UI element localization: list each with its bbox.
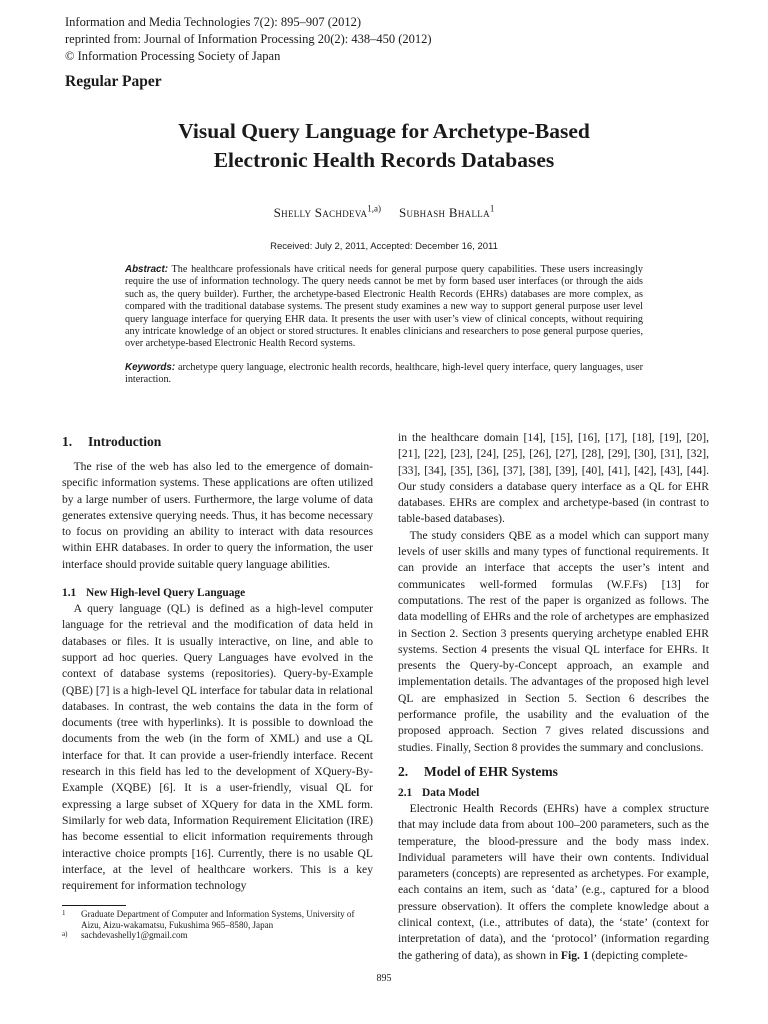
author-affiliation-mark: 1,a) xyxy=(367,204,382,214)
section-number: 2. xyxy=(398,763,409,779)
section-title: Model of EHR Systems xyxy=(424,763,558,779)
footnote-text: sachdevashelly1@gmail.com xyxy=(81,930,188,941)
subsection-heading-data-model xyxy=(398,785,709,801)
section-number: 1. xyxy=(62,434,73,449)
footnote-text: Graduate Department of Computer and Information Systems, University of Aizu, Aizu-wakamatsu, Fukushima 965–8580, Japan xyxy=(81,909,355,930)
paragraph-text: (depicting complete- xyxy=(591,948,688,962)
title-line-1: Visual Query Language for Archetype-Based xyxy=(178,119,590,143)
paragraph: in the healthcare domain [14], [15], [16], [17], [18], [19], [20], [21], [22], [23], [24], [25], [26], [27], [28], [29], [30], [31], [32], [33], [34], [35], [36], [37], [38], [39], [40], [41], [42], [43], [44]. Our study considers a database query interface as a QL for EHR databases. EHRs are complex and archetype-based (in contrast to table-based databases). xyxy=(398,431,709,526)
author-list xyxy=(60,204,708,221)
author-name: Subhash Bhalla xyxy=(399,205,490,221)
footnote-divider xyxy=(62,905,126,906)
section-heading-introduction xyxy=(62,433,373,451)
author-1 xyxy=(274,205,381,220)
keywords xyxy=(125,362,643,387)
subsection-title: New High-level Query Language xyxy=(86,587,246,600)
copyright-line: © Information Processing Society of Japan xyxy=(65,49,281,63)
paragraph xyxy=(398,801,709,964)
subsection-title: Data Model xyxy=(422,786,480,799)
author-affiliation-mark: 1 xyxy=(489,204,495,214)
author-2 xyxy=(399,205,494,220)
figure-reference: Fig. 1 xyxy=(560,948,589,962)
abstract xyxy=(125,264,643,351)
paragraph: The study considers QBE as a model which can support many levels of user skills and many types of functional requirements. It can provide an interface that accepts the user’s intent and communicates well-formed formulas (W.F.Fs) [13] for computations. The rest of the paper is organized as follows. The data modelling of EHRs and the role of archetypes are emphasized in Section 2. Section 3 presents querying archetype enabled EHR systems. Section 4 presents the visual QL interface for EHRs. It presents the Query-by-Concept approach, an example and implementation details. The advantages of the proposed high level QL are emphasized in Section 5. Section 6 describes the performance profile, the usability and the evaluation of the proposed approach. Section 7 gives related discussions and studies. Finally, Section 8 provides the summary and conclusions. xyxy=(398,528,709,754)
journal-citation: Information and Media Technologies 7(2): 895–907 (2012) xyxy=(65,15,362,29)
paper-title xyxy=(60,117,708,175)
subsection-number: 2.1 xyxy=(398,786,413,799)
footnote xyxy=(62,909,373,930)
keywords-text: archetype query language, electronic health records, healthcare, high-level query interface, query languages, user interaction. xyxy=(125,362,644,386)
paragraph: The rise of the web has also led to the emergence of domain-specific information systems. These applications are often utilized by a large number of users. Furthermore, the large volume of data generates extensive querying needs. Thus, it has become necessary to focus on providing an ability to interact with data resources within EHR databases. In order to query the information, the user interface should provide suitable query language abilities. xyxy=(62,460,373,571)
right-column xyxy=(398,430,709,964)
journal-header xyxy=(65,14,705,65)
page-number: 895 xyxy=(376,973,392,984)
section-heading-ehr-systems xyxy=(398,763,709,781)
footnote-mark: a) xyxy=(62,930,68,939)
received-dates: Received: July 2, 2011, Accepted: December 16, 2011 xyxy=(270,241,498,252)
footnote-mark: 1 xyxy=(62,909,66,917)
paragraph-text: Electronic Health Records (EHRs) have a complex structure that may include data from about 100–200 parameters, such as the temperature, the blood-pressure and the body mass index. Individual parameters will have their own contents. Individual parameters (concepts) are represented as archetypes. For example, each contains an item, such as ‘data’ (e.g., captured for a blood pressure observation). It offers the complete knowledge about a clinical context, (i.e., attributes of data), the ‘state’ (context for interpretation of data), and the ‘protocol’ (information regarding the gathering of data), as shown in xyxy=(398,801,709,962)
abstract-text: The healthcare professionals have critical needs for general purpose query capabilities. These users increasingly require the use of information technology. The query needs cannot be met by form based user interfaces (or through the aids such as, the query builder). Further, the archetype-based Electronic Health Records (EHRs) databases are more complex, as compared with the traditional database systems. The present study examines a new way to support general purpose user level query language interface for querying EHR data. It presents the user with user’s view of clinical concepts, without requiring any intricate knowledge of an object or stored structures. It enables clinicians and researchers to pose general purpose queries, over archetype-based Electronic Health Record systems. xyxy=(125,264,643,350)
title-line-2: Electronic Health Records Databases xyxy=(213,148,555,172)
footnote xyxy=(62,930,373,941)
subsection-heading-query-language xyxy=(62,585,373,601)
footnotes xyxy=(62,909,373,941)
paragraph: A query language (QL) is defined as a high-level computer language for the retrieval and the modification of data held in databases or files. It is usually interactive, on line, and able to support ad hoc queries. Query Languages have evolved in the context of database systems (repositories). Query-by-Example (QBE) [7] is a high-level QL interface for tabular data in relational databases. In contrast, the web contains the data in the form of documents (tree with hyperlinks). It is possible to download the documents from the web (in the form of XML) and use a QL interface for that. It can provide a user-friendly interface. Recent research in this field has led to the development of XQuery-By-Example (XQBE) [6]. It is a user-friendly, visual QL for expressing a large subset of XQuery for data in the XML form. Similarly for web data, Information Requirement Elicitation (IRE) has become essential to elicit information requirements through interactive choice prompts [16]. Currently, there is no usable QL interface, at the level of healthcare workers. This is a key requirement for information technology xyxy=(62,602,373,893)
reprint-citation: reprinted from: Journal of Information Processing 20(2): 438–450 (2012) xyxy=(65,32,432,46)
section-title: Introduction xyxy=(88,434,162,449)
abstract-label: Abstract: xyxy=(125,264,169,275)
author-name: Shelly Sachdeva xyxy=(273,205,368,221)
left-column xyxy=(62,430,373,894)
paper-type: Regular Paper xyxy=(65,73,162,90)
keywords-label: Keywords: xyxy=(125,362,176,373)
subsection-number: 1.1 xyxy=(62,587,77,600)
